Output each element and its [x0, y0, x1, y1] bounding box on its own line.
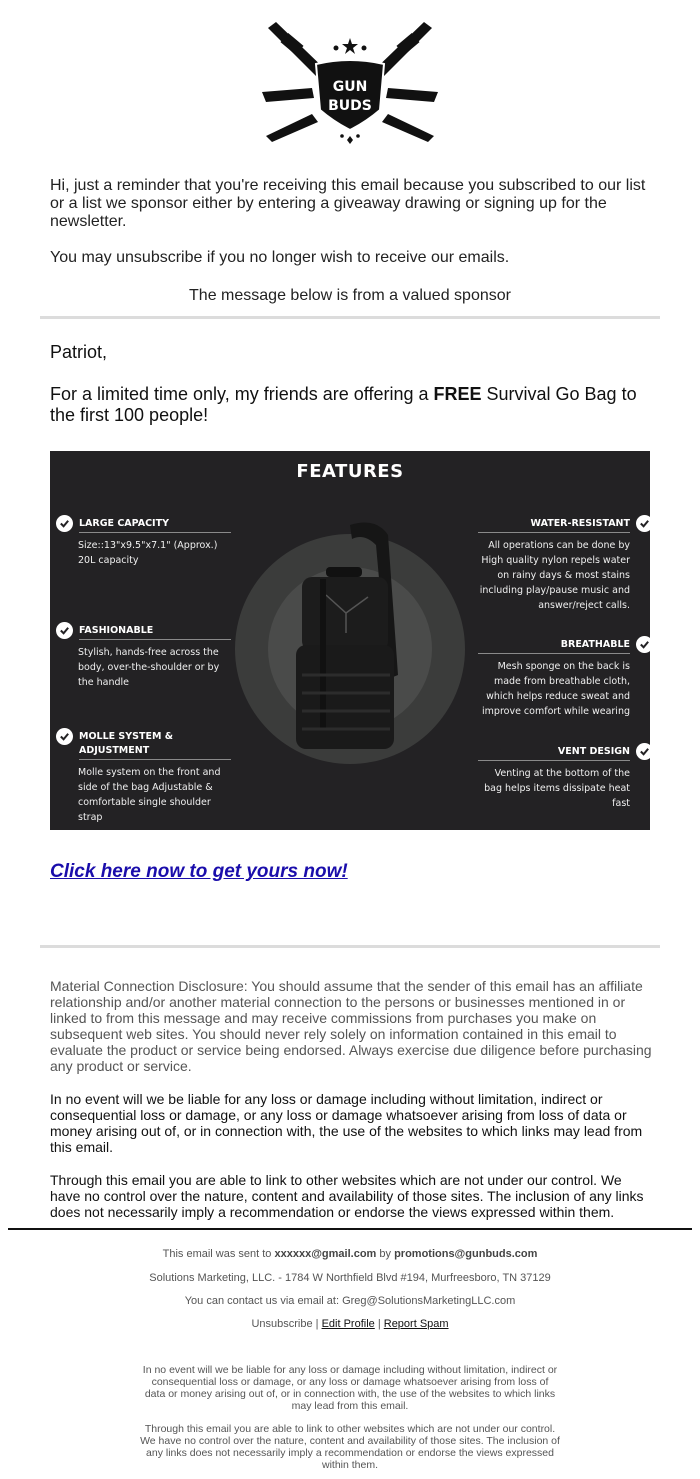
report-spam-link[interactable]: Report Spam [383, 1318, 449, 1330]
footer-address: Solutions Marketing, LLC. - 1784 W Northfield Blvd #194, Murfreesboro, TN 37129 [149, 1272, 551, 1284]
gun-buds-logo [262, 18, 438, 150]
check-circle-icon [636, 515, 650, 532]
external-links-disclaimer: Through this email you are able to link to other websites which are not under our control. We have no control over the nature, content and availability of those sites. The inclusion of any links does not necessarily imply a recommendation or endorse the views expressed within them. [50, 1172, 644, 1220]
footer-links: Unsubscribe | Edit Profile | Report Spam [251, 1318, 449, 1330]
footer-contact: You can contact us via email at: Greg@SolutionsMarketingLLC.com [184, 1295, 516, 1307]
check-circle-icon [636, 743, 650, 760]
feature-molle-system: MOLLE SYSTEM & ADJUSTMENT Molle system on the front and side of the bag Adjustable & comfortable single shoulder strap [56, 730, 231, 825]
greeting: Patriot, [50, 342, 108, 362]
footer-links-disclaimer: Through this email you are able to link to other websites which are not under our control. We have no control over the nature, content and availability of those sites. The inclusion of any links does not necessarily imply a recommendation or endorse the views expressed within them. [140, 1423, 560, 1471]
unsubscribe-link[interactable]: Unsubscribe [251, 1318, 313, 1330]
feature-large-capacity: LARGE CAPACITY Size::13"x9.5"x7.1" (Approx.) 20L capacity [56, 517, 231, 568]
cta-link[interactable]: Click here now to get yours now! [50, 861, 348, 882]
subscription-reminder: Hi, just a reminder that you're receiving this email because you subscribed to our list or a list we sponsor either by entering a giveaway drawing or signing up for the newsletter. [50, 177, 646, 230]
feature-vent-design: VENT DESIGN Venting at the bottom of the bag helps items dissipate heat fast [478, 745, 650, 811]
check-circle-icon [56, 728, 73, 745]
divider [40, 316, 660, 319]
offer-text: For a limited time only, my friends are offering a FREE Survival Go Bag to the first 100 people! [50, 384, 637, 425]
liability-disclaimer: In no event will we be liable for any loss or damage including without limitation, indirect or consequential loss or damage, or any loss or damage whatsoever arising from loss of data or money arising out of, or in connection with, the use of the websites to which links may lead from this email. [50, 1091, 643, 1155]
feature-fashionable: FASHIONABLE Stylish, hands-free across the body, over-the-shoulder or by the handle [56, 624, 231, 690]
features-image[interactable] [50, 451, 650, 830]
logo-emblem-icon [262, 18, 438, 150]
intro-section [50, 177, 660, 267]
footer-sent-to: This email was sent to xxxxxx@gmail.com by promotions@gunbuds.com [162, 1248, 538, 1260]
sender-email: promotions@gunbuds.com [394, 1248, 538, 1260]
edit-profile-link[interactable]: Edit Profile [321, 1318, 375, 1330]
footer-liability: In no event will we be liable for any loss or damage including without limitation, indirect or consequential loss or damage, or any loss or damage whatsoever arising from loss of data or money arising out of, or in connection with, the use of the websites to which links may lead from this email. [142, 1364, 558, 1412]
sponsor-note: The message below is from a valued sponsor [189, 287, 511, 304]
material-connection-disclosure: Material Connection Disclosure: You should assume that the sender of this email has an affiliate relationship and/or another material connection to the persons or businesses mentioned in or linked to from this message and may receive commissions from purchases you make on subsequent web sites. You should never rely solely on information contained in this email to evaluate the product or service being endorsed. Always exercise due diligence before purchasing any product or service. [50, 978, 652, 1074]
features-title: FEATURES [296, 461, 404, 482]
backpack-icon [280, 515, 420, 760]
offer-free-emphasis: FREE [433, 384, 482, 404]
divider [40, 945, 660, 948]
feature-breathable: BREATHABLE Mesh sponge on the back is made from breathable cloth, which helps reduce sweat and improve comfort while wearing [478, 638, 650, 719]
check-circle-icon [56, 515, 73, 532]
svg-text:GUN: GUN [332, 79, 368, 95]
svg-text:BUDS: BUDS [328, 98, 372, 114]
footer-divider [8, 1228, 692, 1230]
unsubscribe-note: You may unsubscribe if you no longer wish to receive our emails. [50, 249, 510, 266]
recipient-email: xxxxxx@gmail.com [274, 1248, 377, 1260]
check-circle-icon [56, 622, 73, 639]
check-circle-icon [636, 636, 650, 653]
feature-water-resistant: WATER-RESISTANT All operations can be done by High quality nylon repels water on rainy days & most stains including play/pause music and answer/reject calls. [478, 517, 650, 613]
